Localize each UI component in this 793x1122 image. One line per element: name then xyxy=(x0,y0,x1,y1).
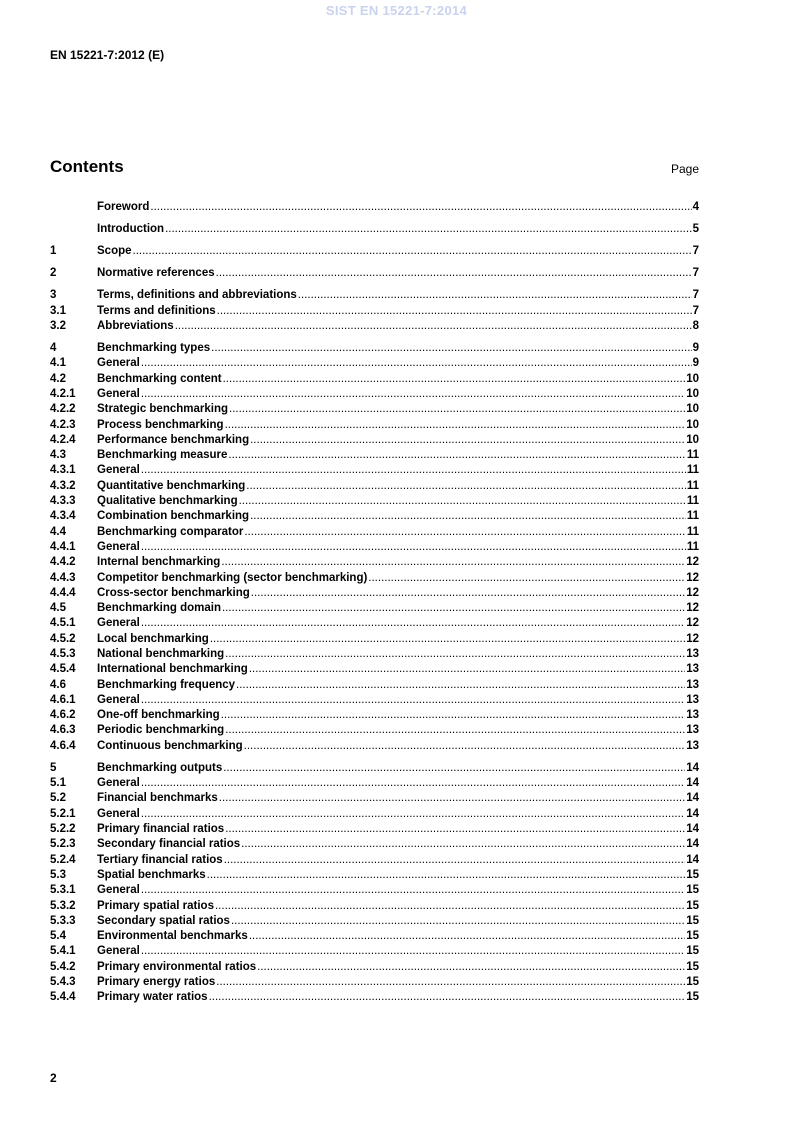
toc-entry-number: 5.4.3 xyxy=(50,976,76,989)
toc-entry-number: 5.3.3 xyxy=(50,914,76,927)
toc-entry[interactable] xyxy=(50,929,699,944)
toc-entry-page: 11 xyxy=(686,540,699,553)
toc-dot-leader xyxy=(225,418,686,433)
toc-dot-leader xyxy=(225,822,685,837)
toc-entry-page: 10 xyxy=(686,403,699,416)
toc-dot-leader xyxy=(224,853,686,868)
toc-dot-leader xyxy=(221,708,686,723)
toc-dot-leader xyxy=(225,647,685,662)
toc-entry-title: International benchmarking xyxy=(97,663,248,676)
toc-entry-page: 10 xyxy=(686,433,699,446)
toc-dot-leader xyxy=(141,776,685,791)
toc-entry[interactable] xyxy=(50,341,699,356)
toc-entry-number: 4.4.3 xyxy=(50,571,76,584)
toc-dot-leader xyxy=(368,571,685,586)
toc-entry-number: 4.2.2 xyxy=(50,403,76,416)
toc-entry-title: General xyxy=(97,387,140,400)
toc-entry-title: General xyxy=(97,617,140,630)
toc-entry-page: 12 xyxy=(686,602,699,615)
toc-entry-number: 4.2.3 xyxy=(50,418,76,431)
toc-entry-title: Scope xyxy=(97,245,132,258)
toc-entry-page: 15 xyxy=(686,991,699,1004)
toc-entry-title: Benchmarking comparator xyxy=(97,525,244,538)
toc-entry[interactable] xyxy=(50,244,699,259)
toc-entry[interactable] xyxy=(50,387,699,402)
toc-entry[interactable] xyxy=(50,616,699,631)
toc-dot-leader xyxy=(244,739,686,754)
toc-entry-title: Strategic benchmarking xyxy=(97,403,229,416)
toc-entry-number: 5.2.4 xyxy=(50,853,76,866)
toc-entry-page: 7 xyxy=(692,245,699,258)
toc-entry-number: 5.4.2 xyxy=(50,960,76,973)
toc-entry-number: 2 xyxy=(50,267,57,280)
toc-entry-page: 13 xyxy=(686,693,699,706)
toc-dot-leader xyxy=(133,244,692,259)
toc-entry[interactable] xyxy=(50,662,699,677)
toc-entry-number: 4.3.1 xyxy=(50,464,76,477)
toc-dot-leader xyxy=(215,899,685,914)
toc-dot-leader xyxy=(165,222,692,237)
watermark: SIST EN 15221-7:2014 xyxy=(325,3,468,18)
toc-dot-leader xyxy=(241,837,685,852)
toc-entry[interactable] xyxy=(50,448,699,463)
toc-entry[interactable] xyxy=(50,266,699,281)
toc-entry[interactable] xyxy=(50,960,699,975)
toc-entry[interactable] xyxy=(50,791,699,806)
toc-dot-leader xyxy=(251,586,685,601)
toc-entry-title: Benchmarking outputs xyxy=(97,761,223,774)
toc-entry[interactable] xyxy=(50,540,699,555)
toc-entry-number: 4.6.1 xyxy=(50,693,76,706)
toc-dot-leader xyxy=(216,975,685,990)
page-column-label: Page xyxy=(670,162,699,176)
toc-dot-leader xyxy=(207,868,686,883)
toc-entry[interactable] xyxy=(50,776,699,791)
toc-dot-leader xyxy=(216,266,692,281)
toc-entry[interactable] xyxy=(50,708,699,723)
toc-entry-page: 15 xyxy=(686,930,699,943)
toc-entry-title: Financial benchmarks xyxy=(97,792,218,805)
toc-entry-page: 14 xyxy=(686,777,699,790)
toc-entry[interactable] xyxy=(50,402,699,417)
toc-entry[interactable] xyxy=(50,372,699,387)
toc-entry-number: 5.3.2 xyxy=(50,899,76,912)
toc-entry[interactable] xyxy=(50,525,699,540)
toc-entry[interactable] xyxy=(50,837,699,852)
toc-entry-title: Normative references xyxy=(97,267,215,280)
toc-entry-number: 3.2 xyxy=(50,319,66,332)
toc-entry[interactable] xyxy=(50,304,699,319)
toc-entry[interactable] xyxy=(50,693,699,708)
toc-entry[interactable] xyxy=(50,853,699,868)
toc-dot-leader xyxy=(221,555,685,570)
toc-entry-title: Process benchmarking xyxy=(97,418,224,431)
toc-dot-leader xyxy=(141,883,685,898)
toc-entry[interactable] xyxy=(50,356,699,371)
toc-entry-title: Terms and definitions xyxy=(97,304,216,317)
toc-entry[interactable] xyxy=(50,761,699,776)
toc-entry-page: 7 xyxy=(692,267,699,280)
toc-dot-leader xyxy=(211,341,691,356)
toc-entry-page: 11 xyxy=(686,525,699,538)
toc-entry-page: 12 xyxy=(686,617,699,630)
toc-entry-title: General xyxy=(97,884,140,897)
toc-entry[interactable] xyxy=(50,494,699,509)
toc-entry-number: 5.4.1 xyxy=(50,945,76,958)
page-number: 2 xyxy=(50,1071,57,1085)
toc-entry-page: 14 xyxy=(686,838,699,851)
toc-entry-number: 4.5.3 xyxy=(50,648,76,660)
toc-entry[interactable] xyxy=(50,807,699,822)
toc-dot-leader xyxy=(250,509,686,524)
toc-dot-leader xyxy=(298,288,692,303)
toc-entry-page: 14 xyxy=(686,853,699,866)
toc-entry-title: Benchmarking frequency xyxy=(97,678,236,691)
toc-entry-page: 7 xyxy=(692,289,699,302)
toc-entry[interactable] xyxy=(50,914,699,929)
toc-entry-number: 4.3.3 xyxy=(50,495,76,508)
toc-entry[interactable] xyxy=(50,319,699,334)
toc-entry-number: 3.1 xyxy=(50,304,66,317)
toc-entry-title: Introduction xyxy=(97,223,165,236)
toc-entry-number: 5.2.2 xyxy=(50,823,76,836)
toc-entry[interactable] xyxy=(50,868,699,883)
toc-entry-page: 11 xyxy=(686,479,699,492)
toc-entry-title: General xyxy=(97,693,140,706)
toc-entry[interactable] xyxy=(50,433,699,448)
toc-entry[interactable] xyxy=(50,586,699,601)
toc-entry[interactable] xyxy=(50,975,699,990)
toc-entry-number: 4.2 xyxy=(50,372,66,385)
toc-entry-title: Benchmarking measure xyxy=(97,449,228,462)
toc-entry-number: 5.4.4 xyxy=(50,991,76,1004)
toc-entry-number: 4.5.1 xyxy=(50,617,76,630)
toc-entry-number: 4.1 xyxy=(50,357,66,370)
toc-entry-title: Combination benchmarking xyxy=(97,510,250,523)
toc-entry-title: Spatial benchmarks xyxy=(97,868,206,881)
toc-entry[interactable] xyxy=(50,463,699,478)
toc-dot-leader xyxy=(210,632,685,647)
toc-entry-title: General xyxy=(97,945,140,958)
toc-entry[interactable] xyxy=(50,222,699,237)
toc-entry-number: 4.4.1 xyxy=(50,540,76,553)
toc-dot-leader xyxy=(257,960,685,975)
toc-entry-title: Foreword xyxy=(97,201,150,213)
toc-entry-title: Primary water ratios xyxy=(97,991,208,1004)
toc-entry-page: 13 xyxy=(686,724,699,737)
toc-entry-number: 4.6.4 xyxy=(50,739,76,752)
toc-entry-number: 5.2.1 xyxy=(50,807,76,820)
toc-entry-number: 4.5.4 xyxy=(50,663,76,676)
toc-entry-number: 5.4 xyxy=(50,930,66,943)
toc-entry-title: Primary environmental ratios xyxy=(97,960,257,973)
toc-entry-title: Cross-sector benchmarking xyxy=(97,586,250,599)
toc-entry-page: 14 xyxy=(686,823,699,836)
toc-dot-leader xyxy=(250,433,685,448)
toc-dot-leader xyxy=(249,662,685,677)
toc-entry[interactable] xyxy=(50,678,699,693)
toc-entry[interactable] xyxy=(50,883,699,898)
toc-entry-title: Benchmarking domain xyxy=(97,602,221,615)
toc-entry-page: 10 xyxy=(686,387,699,400)
toc-entry[interactable] xyxy=(50,822,699,837)
toc-dot-leader xyxy=(228,448,685,463)
toc-entry-number: 5.3.1 xyxy=(50,884,76,897)
toc-entry[interactable] xyxy=(50,601,699,616)
toc-entry[interactable] xyxy=(50,571,699,586)
toc-entry[interactable] xyxy=(50,555,699,570)
toc-dot-leader xyxy=(249,929,685,944)
toc-entry-title: General xyxy=(97,464,140,477)
toc-entry-page: 14 xyxy=(686,761,699,774)
toc-dot-leader xyxy=(141,693,685,708)
toc-dot-leader xyxy=(150,200,691,215)
toc-entry-number: 5.3 xyxy=(50,868,66,881)
toc-dot-leader xyxy=(223,761,685,776)
toc-entry-number: 3 xyxy=(50,289,57,302)
toc-entry-page: 15 xyxy=(686,976,699,989)
toc-entry-page: 5 xyxy=(692,223,699,236)
toc-entry-page: 15 xyxy=(686,914,699,927)
toc-dot-leader xyxy=(141,356,692,371)
toc-entry-page: 11 xyxy=(686,449,699,462)
toc-entry-number: 4.5.2 xyxy=(50,632,76,645)
toc-entry-title: Abbreviations xyxy=(97,319,174,332)
toc-entry-page: 15 xyxy=(686,945,699,958)
toc-entry-title: Environmental benchmarks xyxy=(97,930,248,943)
toc-entry-number: 5.2.3 xyxy=(50,838,76,851)
toc-dot-leader xyxy=(236,678,685,693)
toc-entry-title: Tertiary financial ratios xyxy=(97,853,223,866)
toc-entry-title: Periodic benchmarking xyxy=(97,724,225,737)
toc-dot-leader xyxy=(231,914,685,929)
toc-entry-page: 12 xyxy=(686,632,699,645)
toc-entry-title: Continuous benchmarking xyxy=(97,739,243,752)
toc-entry[interactable] xyxy=(50,418,699,433)
contents-heading: Contents xyxy=(50,157,124,176)
toc-entry[interactable] xyxy=(50,200,699,215)
toc-dot-leader xyxy=(229,402,685,417)
toc-entry-number: 4.4.4 xyxy=(50,586,76,599)
toc-entry[interactable] xyxy=(50,944,699,959)
toc-entry-number: 4.2.1 xyxy=(50,387,76,400)
toc-entry-title: General xyxy=(97,540,140,553)
toc-entry-page: 15 xyxy=(686,868,699,881)
toc-entry-number: 4.6.3 xyxy=(50,724,76,737)
toc-entry-number: 5 xyxy=(50,761,57,774)
toc-entry-page: 9 xyxy=(692,357,699,370)
toc-entry-title: Primary spatial ratios xyxy=(97,899,214,912)
toc-entry-title: Secondary spatial ratios xyxy=(97,914,230,927)
toc-entry-page: 13 xyxy=(686,709,699,722)
toc-entry-number: 4 xyxy=(50,342,57,355)
toc-entry-page: 10 xyxy=(686,372,699,385)
toc-entry[interactable] xyxy=(50,739,699,754)
toc-entry-title: Terms, definitions and abbreviations xyxy=(97,289,297,302)
toc-entry-page: 11 xyxy=(686,510,699,523)
toc-entry-title: Local benchmarking xyxy=(97,632,209,645)
toc-entry-number: 4.2.4 xyxy=(50,433,76,446)
toc-dot-leader xyxy=(217,304,692,319)
toc-entry[interactable] xyxy=(50,509,699,524)
toc-entry-number: 1 xyxy=(50,245,57,258)
toc-dot-leader xyxy=(225,723,685,738)
toc-dot-leader xyxy=(209,990,686,1005)
toc-dot-leader xyxy=(141,463,686,478)
toc-entry[interactable] xyxy=(50,990,699,1005)
toc-entry-page: 4 xyxy=(692,201,699,213)
toc-entry-page: 14 xyxy=(686,792,699,805)
toc-entry-number: 4.3.4 xyxy=(50,510,76,523)
toc-entry-page: 13 xyxy=(686,648,699,660)
toc-entry-title: Primary financial ratios xyxy=(97,823,225,836)
toc-entry-page: 14 xyxy=(686,807,699,820)
toc-entry-title: Quantitative benchmarking xyxy=(97,479,246,492)
toc-entry-page: 8 xyxy=(692,319,699,332)
toc-entry[interactable] xyxy=(50,723,699,738)
toc-entry-title: General xyxy=(97,777,140,790)
table-of-contents xyxy=(50,200,699,1006)
toc-entry-title: Primary energy ratios xyxy=(97,976,216,989)
toc-entry[interactable] xyxy=(50,632,699,647)
toc-entry-title: One-off benchmarking xyxy=(97,709,220,722)
toc-entry-page: 15 xyxy=(686,899,699,912)
toc-entry-title: National benchmarking xyxy=(97,648,225,660)
toc-entry-title: Benchmarking types xyxy=(97,342,211,355)
toc-entry-page: 12 xyxy=(686,556,699,569)
toc-entry-page: 7 xyxy=(692,304,699,317)
toc-entry-page: 15 xyxy=(686,960,699,973)
toc-entry-number: 4.3.2 xyxy=(50,479,76,492)
toc-dot-leader xyxy=(244,525,685,540)
toc-entry-number: 4.3 xyxy=(50,449,66,462)
toc-entry-number: 4.6 xyxy=(50,678,66,691)
toc-entry-title: Competitor benchmarking (sector benchmarking) xyxy=(97,571,368,584)
toc-entry-page: 12 xyxy=(686,586,699,599)
toc-dot-leader xyxy=(141,944,685,959)
toc-dot-leader xyxy=(223,372,686,387)
toc-entry-page: 13 xyxy=(686,739,699,752)
toc-dot-leader xyxy=(239,494,686,509)
toc-entry-title: Benchmarking content xyxy=(97,372,222,385)
toc-entry-page: 15 xyxy=(686,884,699,897)
toc-dot-leader xyxy=(141,616,685,631)
toc-entry-title: Qualitative benchmarking xyxy=(97,495,238,508)
toc-entry-title: Performance benchmarking xyxy=(97,433,250,446)
toc-entry-number: 4.6.2 xyxy=(50,709,76,722)
toc-entry[interactable] xyxy=(50,899,699,914)
toc-entry-page: 13 xyxy=(686,678,699,691)
toc-entry-page: 13 xyxy=(686,663,699,676)
toc-dot-leader xyxy=(141,807,685,822)
toc-dot-leader xyxy=(141,387,685,402)
toc-entry[interactable] xyxy=(50,288,699,303)
toc-entry-page: 10 xyxy=(686,418,699,431)
toc-entry-number: 5.2 xyxy=(50,792,66,805)
toc-entry-title: General xyxy=(97,357,140,370)
toc-entry-number: 4.4.2 xyxy=(50,556,76,569)
toc-entry-title: Secondary financial ratios xyxy=(97,838,241,851)
toc-entry-title: Internal benchmarking xyxy=(97,556,221,569)
toc-entry-number: 4.4 xyxy=(50,525,66,538)
toc-dot-leader xyxy=(222,601,685,616)
toc-entry-title: General xyxy=(97,807,140,820)
toc-entry[interactable] xyxy=(50,647,699,662)
toc-entry-number: 5.1 xyxy=(50,777,66,790)
toc-entry-number: 4.5 xyxy=(50,602,66,615)
toc-dot-leader xyxy=(175,319,692,334)
toc-entry[interactable] xyxy=(50,479,699,494)
document-id: EN 15221-7:2012 (E) xyxy=(50,48,165,62)
toc-entry-page: 9 xyxy=(692,342,699,355)
toc-entry-page: 12 xyxy=(686,571,699,584)
toc-dot-leader xyxy=(246,479,686,494)
toc-dot-leader xyxy=(219,791,685,806)
toc-dot-leader xyxy=(141,540,686,555)
toc-entry-page: 11 xyxy=(686,464,699,477)
toc-entry-page: 11 xyxy=(686,495,699,508)
